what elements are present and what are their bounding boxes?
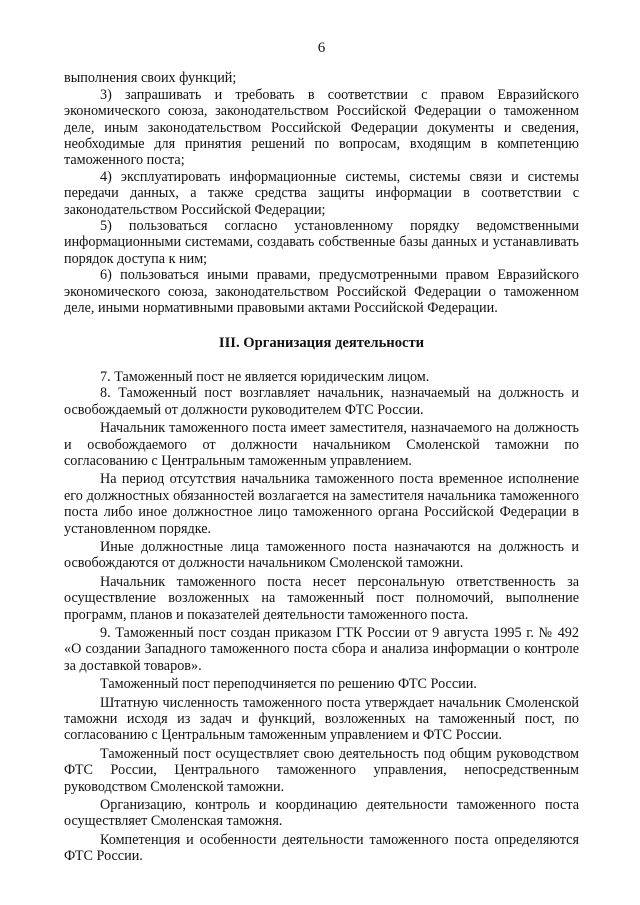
- page-number: 6: [317, 40, 326, 56]
- paragraph-continuation: выполнения своих функций;: [64, 70, 237, 87]
- paragraph-resubordination: Таможенный пост переподчиняется по решению ФТС России.: [100, 676, 477, 693]
- paragraph-coordination: Организацию, контроль и координацию деятельности таможенного поста осуществляет Смоленская таможня.: [64, 797, 579, 830]
- paragraph-8: 8. Таможенный пост возглавляет начальник, назначаемый на должность и освобождаемый от должности руководителем ФТС России.: [64, 385, 579, 418]
- paragraph-item-6: 6) пользоваться иными правами, предусмотренными правом Евразийского экономического союза, законодательством Российской Федерации о таможенном деле, иными нормативными правовыми актами Российской Федерации.: [64, 267, 579, 317]
- document-page: [64, 40, 579, 865]
- paragraph-9: 9. Таможенный пост создан приказом ГТК России от 9 августа 1995 г. № 492 «О создании Западного таможенного поста сбора и анализа информации о контроле за доставкой товаров».: [64, 625, 579, 674]
- paragraph-competence: Компетенция и особенности деятельности таможенного поста определяются ФТС России.: [64, 831, 579, 865]
- paragraph-item-4: 4) эксплуатировать информационные системы, системы связи и системы передачи данных, а также средства защиты информации в соответствии с законодательством Российской Федерации;: [64, 168, 579, 218]
- paragraph-absence: На период отсутствия начальника таможенного поста временное исполнение его должностных обязанностей возлагается на заместителя начальника таможенного поста либо иное должностное лицо таможенного органа Российской Федерации в установленном порядке.: [64, 471, 579, 537]
- paragraph-officials: Иные должностные лица таможенного поста назначаются на должность и освобождаются от должности начальником Смоленской таможни.: [64, 538, 579, 572]
- paragraph-item-5: 5) пользоваться согласно установленному порядку ведомственными информационными системами, создавать собственные базы данных и устанавливать порядок доступа к ним;: [64, 218, 579, 267]
- paragraph-responsibility: Начальник таможенного поста несет персональную ответственность за осуществление возложенных на таможенный пост полномочий, выполнение программ, планов и показателей деятельности таможенного поста.: [64, 573, 579, 623]
- paragraph-management: Таможенный пост осуществляет свою деятельность под общим руководством ФТС России, Центрального таможенного управления, непосредственным руководством Смоленской таможни.: [64, 745, 579, 795]
- paragraph-7: 7. Таможенный пост не является юридическим лицом.: [100, 368, 430, 385]
- section-heading: III. Организация деятельности: [218, 334, 425, 351]
- paragraph-deputy: Начальник таможенного поста имеет заместителя, назначаемого на должность и освобождаемого от должности начальником Смоленской таможни по согласованию с Центральным таможенным управлением.: [64, 420, 579, 469]
- paragraph-staffing: Штатную численность таможенного поста утверждает начальник Смоленской таможни исходя из задач и функций, возложенных на таможенный пост, по согласованию с Центральным таможенным управлением и ФТС России.: [64, 694, 579, 744]
- paragraph-item-3: 3) запрашивать и требовать в соответствии с правом Евразийского экономического союза, законодательством Российской Федерации о таможенном деле, иным законодательством Российской Федерации документы и сведения, необходимые для принятия решений по вопросам, входящим в компетенцию таможенного поста;: [64, 86, 579, 169]
